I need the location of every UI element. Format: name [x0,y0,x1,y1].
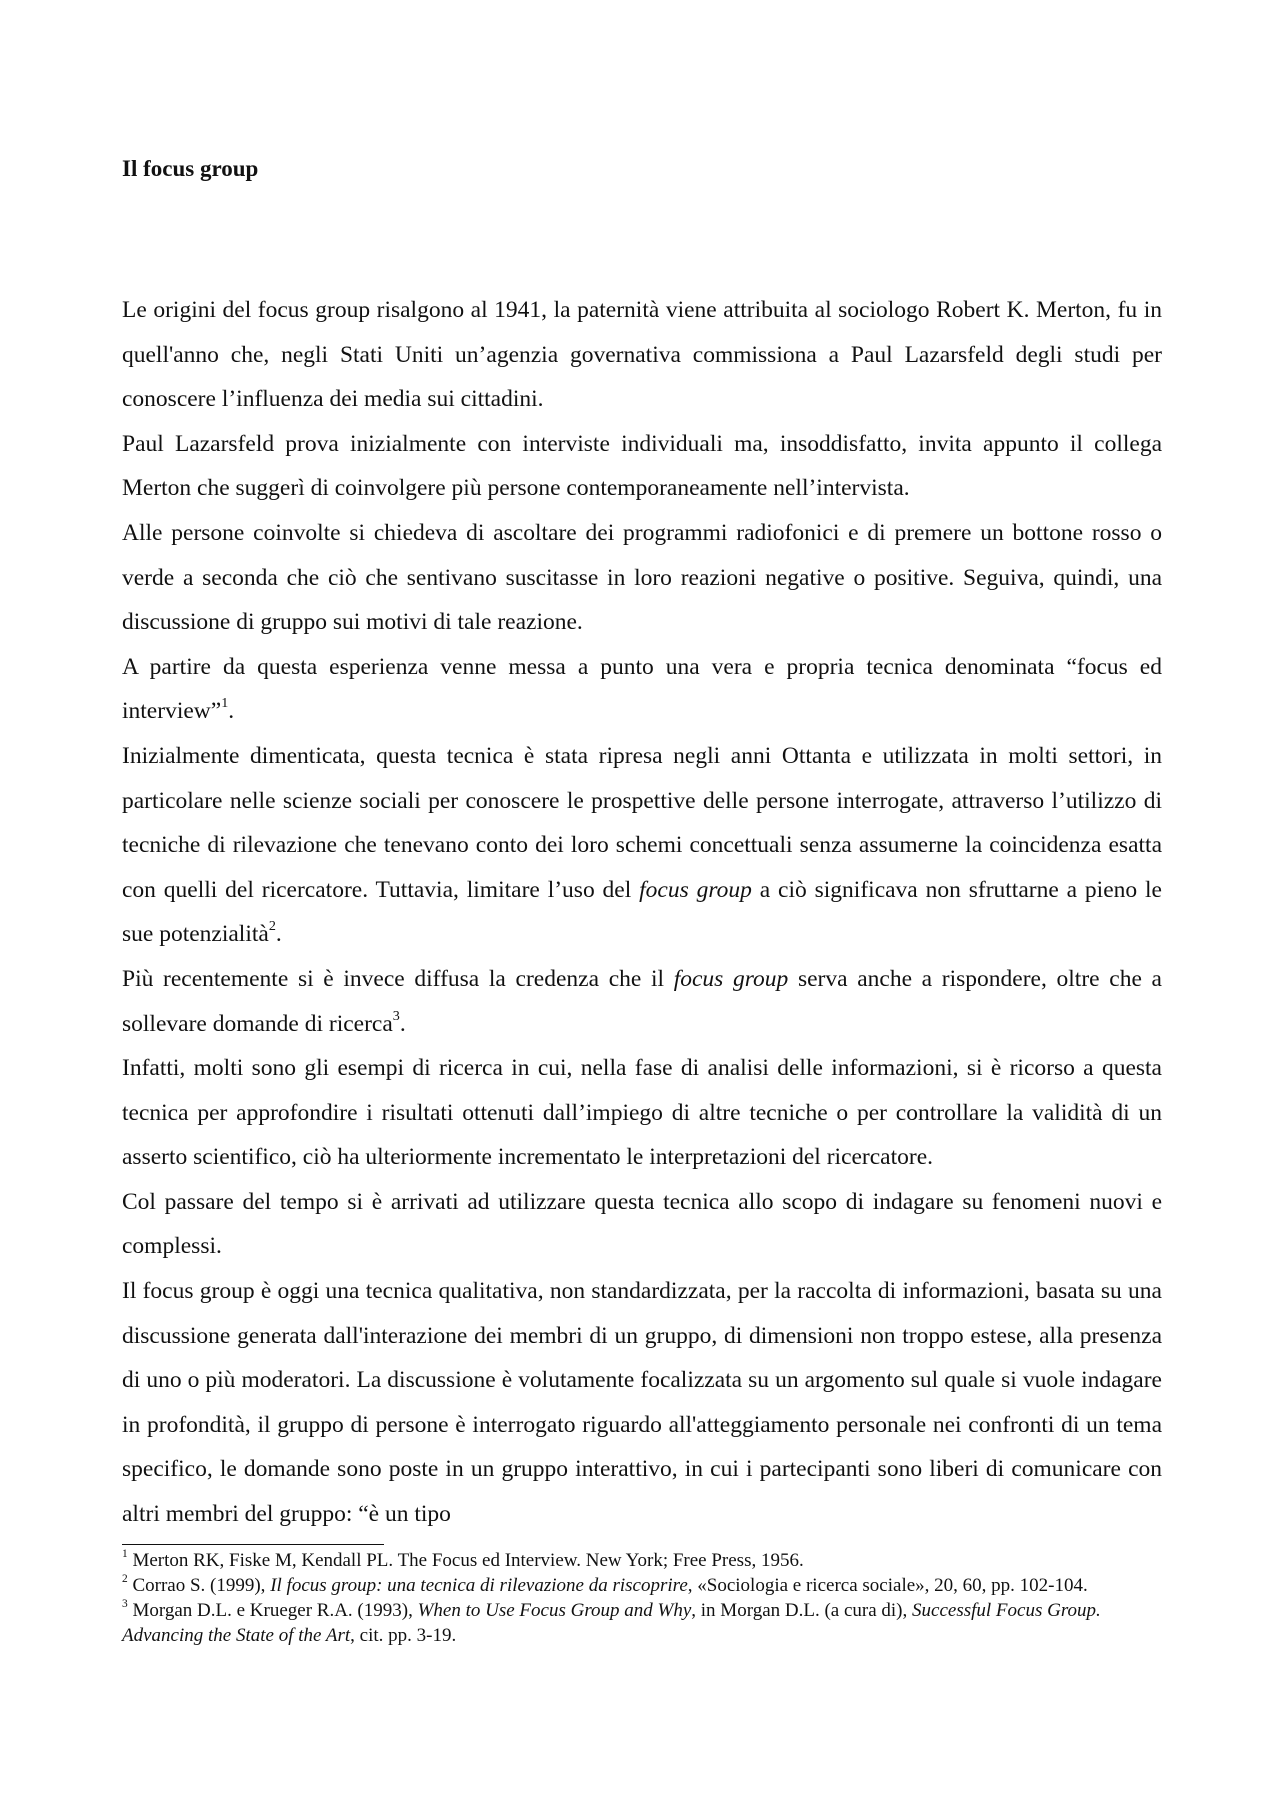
body-paragraph [122,511,1162,645]
text-run: . [399,1010,406,1037]
text-run: . [228,698,235,725]
footnote-ref: 2 [122,1572,128,1585]
body-paragraph [122,1180,1162,1269]
footnotes [122,1548,1162,1648]
footnote [122,1548,1162,1573]
footnote [122,1598,1162,1648]
body-paragraph [122,734,1162,957]
text-run: a ciò significava non sfruttarne a pieno le sue potenzialità [122,876,1162,948]
body-paragraph [122,645,1162,734]
text-run: Il focus group è oggi una tecnica qualitativa, non standardizzata, per la raccolta di informazioni, basata su una discussione generata dall'interazione dei membri di un gruppo, di dimensioni non troppo estese, alla presenza di uno o più moderatori. La discussione è volutamente focalizzata su un argomento sul quale si vuole indagare in profondità, il gruppo di persone è interrogato riguardo all'atteggiamento personale nei confronti di un tema specifico, le domande sono poste in un gruppo interattivo, in cui i partecipanti sono liberi di comunicare con altri membri del gruppo: “è un tipo [122,1278,1162,1528]
text-run: , in Morgan D.L. (a cura di), [691,1600,913,1621]
text-run: serva anche a rispondere, oltre che a sollevare domande di ricerca [122,965,1162,1037]
footnote-ref: 3 [392,1007,400,1024]
text-run: Paul Lazarsfeld prova inizialmente con interviste individuali ma, insoddisfatto, invita appunto il collega Merton che suggerì di coinvolgere più persone contemporaneamente nell’intervista. [122,430,1162,502]
footnote-ref: 1 [122,1547,128,1560]
text-run: . [275,921,282,948]
footnote-ref: 3 [122,1597,128,1610]
text-run: Col passare del tempo si è arrivati ad utilizzare questa tecnica allo scopo di indagare su fenomeni nuovi e complessi. [122,1188,1162,1260]
italic-text: Successful Focus Group. Advancing the State of the Art [122,1600,1101,1646]
text-run: Più recentemente si è invece diffusa la credenza che il [122,965,674,992]
text-run: Inizialmente dimenticata, questa tecnica è stata ripresa negli anni Ottanta e utilizzata in molti settori, in particolare nelle scienze sociali per conoscere le prospettive delle persone interrogate, attraverso l’utilizzo di tecniche di rilevazione che tenevano conto dei loro schemi concettuali senza assumerne la coincidenza esatta con quelli del ricercatore. Tuttavia, limitare l’uso del [122,742,1162,903]
italic-text: focus group [639,876,752,903]
text-run: Corrao S. (1999), [127,1575,271,1596]
text-run: Le origini del focus group risalgono al 1941, la paternità viene attribuita al sociologo Robert K. Merton, fu in quell'anno che, negli Stati Uniti un’agenzia governativa commissiona a Paul Lazarsfeld degli studi per conoscere l’influenza dei media sui cittadini. [122,297,1162,413]
body-paragraph [122,957,1162,1046]
text-run: A partire da questa esperienza venne messa a punto una vera e propria tecnica denominata “focus ed interview” [122,653,1162,725]
document-body [122,288,1162,1537]
text-run: , «Sociologia e ricerca sociale», 20, 60, pp. 102-104. [687,1575,1088,1596]
footnote [122,1573,1162,1598]
body-paragraph [122,1269,1162,1537]
text-run: Merton RK, Fiske M, Kendall PL. The Focus ed Interview. New York; Free Press, 1956. [127,1550,804,1571]
text-run: Infatti, molti sono gli esempi di ricerca in cui, nella fase di analisi delle informazioni, si è ricorso a questa tecnica per approfondire i risultati ottenuti dall’impiego di altre tecniche o per controllare la validità di un asserto scientifico, ciò ha ulteriormente incrementato le interpretazioni del ricercatore. [122,1055,1162,1171]
text-run: , cit. pp. 3-19. [350,1625,457,1646]
body-paragraph [122,288,1162,422]
footnote-separator [122,1544,384,1545]
italic-text: Il focus group: una tecnica di rilevazione da riscoprire [270,1575,688,1596]
body-paragraph [122,1046,1162,1180]
text-run: Morgan D.L. e Krueger R.A. (1993), [127,1600,418,1621]
body-paragraph [122,422,1162,511]
document-title: Il focus group [122,156,259,181]
italic-text: focus group [673,965,789,992]
footnote-ref: 1 [221,695,229,712]
text-run: Alle persone coinvolte si chiedeva di ascoltare dei programmi radiofonici e di premere un bottone rosso o verde a seconda che ciò che sentivano suscitasse in loro reazioni negative o positive. Seguiva, quindi, una discussione di gruppo sui motivi di tale reazione. [122,519,1162,636]
footnote-ref: 2 [268,918,276,935]
italic-text: When to Use Focus Group and Why [417,1600,692,1621]
